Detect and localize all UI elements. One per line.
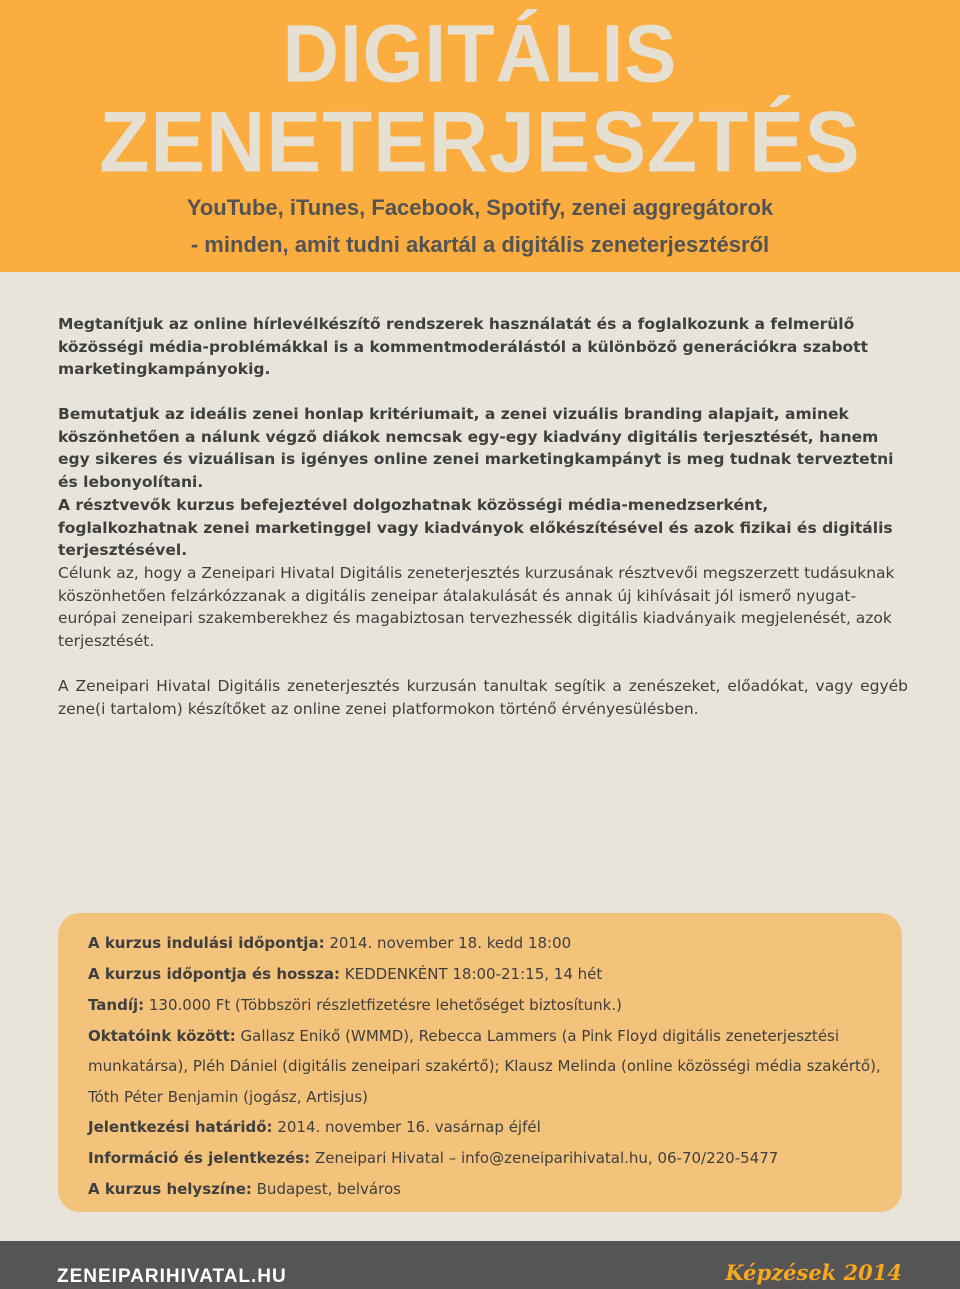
info-location-label: A kurzus helyszíne:	[88, 1180, 252, 1198]
info-deadline-value: 2014. november 16. vasárnap éjfél	[272, 1118, 541, 1136]
info-start	[88, 933, 888, 953]
info-location-value: Budapest, belváros	[251, 1180, 401, 1198]
info-schedule-value: KEDDENKÉNT 18:00-21:15, 14 hét	[340, 965, 603, 983]
info-teachers-label: Oktatóink között:	[88, 1027, 236, 1045]
info-teachers-line3: Tóth Péter Benjamin (jogász, Artisjus)	[88, 1088, 368, 1106]
subtitle-line1: YouTube, iTunes, Facebook, Spotify, zenei aggregátorok	[186, 195, 774, 220]
info-contact-value[interactable]: Zeneipari Hivatal – info@zeneiparihivatal.hu, 06-70/220-5477	[310, 1149, 779, 1167]
info-start-value: 2014. november 18. kedd 18:00	[324, 934, 572, 952]
paragraph-summary: A Zeneipari Hivatal Digitális zeneterjesztés kurzusán tanultak segítik a zenészeket, előadókat, vagy egyéb zene(i tartalom) készítőket az online zenei platformokon történő érvényesülésben.	[58, 677, 908, 718]
info-schedule-label: A kurzus időpontja és hossza:	[88, 965, 341, 983]
info-contact-label: Információ és jelentkezés:	[88, 1149, 311, 1167]
course-info-box	[58, 913, 902, 1212]
info-contact	[88, 1148, 888, 1168]
info-deadline	[88, 1117, 888, 1137]
info-teachers	[88, 1026, 888, 1046]
subtitle-line2: - minden, amit tudni akartál a digitális zeneterjesztésről	[190, 232, 770, 257]
footer-site-link[interactable]: ZENEIPARIHIVATAL.HU	[57, 1266, 287, 1287]
info-location	[88, 1179, 888, 1199]
paragraph-branding: Bemutatjuk az ideális zenei honlap kritériumait, a zenei vizuális branding alapjait, aminek köszönhetően a nálunk végző diákok nemcsak egy-egy kiadvány digitális terjesztését, hanem egy sikeres és vizuálisan is igényes online zenei marketingkampányt is meg tudnak terveztetni és lebonyolítani.	[58, 405, 894, 491]
info-teachers-value-1: Gallasz Enikő (WMMD), Rebecca Lammers (a Pink Floyd digitális zeneterjesztési	[235, 1027, 840, 1045]
info-fee	[88, 995, 888, 1015]
page-title-line2: ZENETERJESZTÉS	[99, 94, 861, 191]
info-teachers-line2: munkatársa), Pléh Dániel (digitális zeneipari szakértő); Klausz Melinda (online közösségi média szakértő),	[88, 1057, 881, 1075]
info-start-label: A kurzus indulási időpontja:	[88, 934, 325, 952]
paragraph-careers: A résztvevők kurzus befejeztével dolgozhatnak közösségi média-menedzserként, foglalkozhatnak zenei marketinggel vagy kiadványok előkészítésével és azok fizikai és digitális terjesztésével.	[58, 496, 893, 559]
page-title-line1: DIGITÁLIS	[282, 6, 678, 100]
footer-tagline: Képzések 2014	[725, 1260, 902, 1285]
paragraph-goal: Célunk az, hogy a Zeneipari Hivatal Digitális zeneterjesztés kurzusának résztvevői megszerzett tudásuknak köszönhetően felzárkózzanak a digitális zeneipar átalakulását és annak új kihívásait jól ismerő nyugat-európai zeneipari szakemberekhez és magabiztosan tervezhessék digitális kiadványaik megjelenését, azok terjesztését.	[58, 564, 895, 650]
info-schedule	[88, 964, 888, 984]
info-deadline-label: Jelentkezési határidő:	[88, 1118, 273, 1136]
paragraph-newsletter: Megtanítjuk az online hírlevélkészítő rendszerek használatát és a foglalkozunk a felmerülő közösségi média-problémákkal is a kommentmoderálástól a különböző generációkra szabott marketingkampányokig.	[58, 315, 869, 378]
info-fee-label: Tandíj:	[88, 996, 145, 1014]
info-fee-value: 130.000 Ft (Többszöri részletfizetésre lehetőséget biztosítunk.)	[144, 996, 622, 1014]
